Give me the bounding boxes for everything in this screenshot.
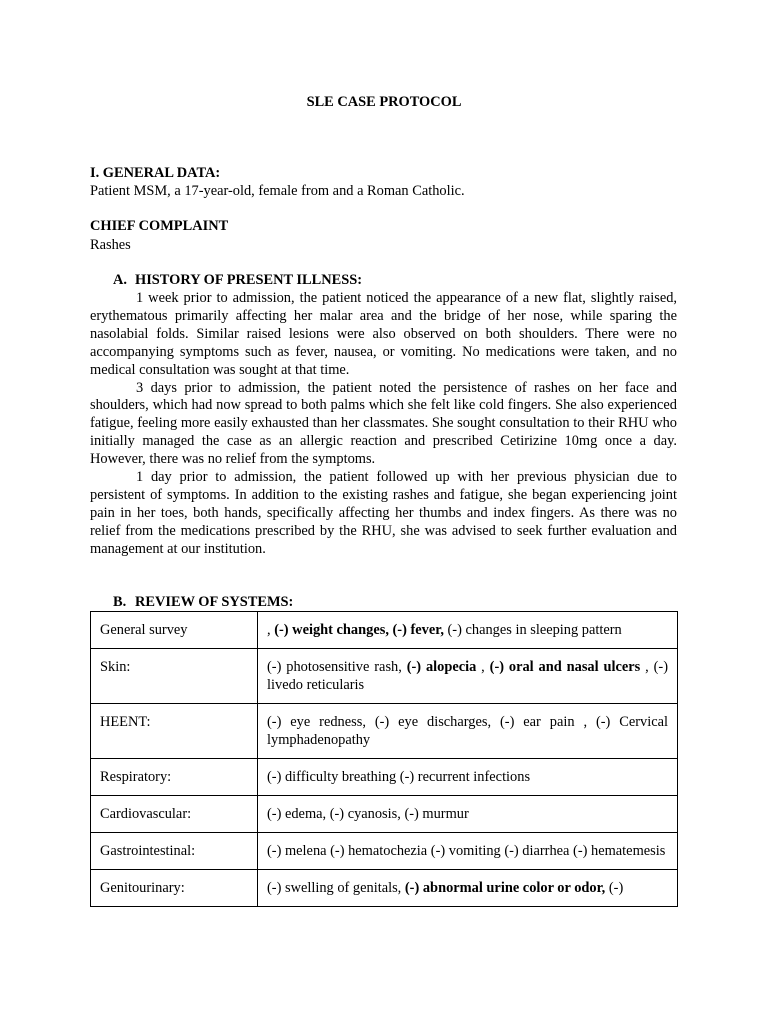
ros-system-cell: Respiratory: (91, 759, 258, 796)
ros-finding-text: (-) alopecia (406, 659, 477, 675)
ros-findings-cell (258, 796, 678, 833)
hpi-paragraph: 1 week prior to admission, the patient noticed the appearance of a new flat, slightly raised, erythematous primarily affecting her malar area and the bridge of her nose, while sparing the nasolabial folds. Similar raised lesions were also observed on both shoulders. There were no accompanying symptoms such as fever, nausea, or vomiting. No medications were taken, and no medical consultation was sought at that time. (90, 290, 677, 378)
chief-complaint-heading: CHIEF COMPLAINT (90, 218, 229, 234)
ros-finding-text: (-) abnormal urine color or odor, (404, 880, 606, 896)
ros-finding-text: (-) photosensitive rash, (267, 659, 407, 675)
ros-finding-text: (-) eye redness, (-) eye discharges, (-) ear pain , (-) Cervical lymphadenopathy (267, 714, 668, 748)
ros-row (91, 833, 678, 870)
general-data-text: Patient MSM, a 17-year-old, female from and a Roman Catholic. (90, 183, 465, 199)
ros-finding-text: (-) swelling of genitals, (267, 880, 405, 896)
hpi-paragraph: 3 days prior to admission, the patient noted the persistence of rashes on her face and shoulders, which had now spread to both palms which she felt like cold fingers. She also experienced fatigue, feeling more easily exhausted than her classmates. She sought consultation to their RHU who initially managed the case as an allergic reaction and prescribed Cetirizine 10mg once a day. However, there was no relief from the symptoms. (90, 379, 677, 468)
ros-finding-text: (-) oral and nasal ulcers (489, 659, 641, 675)
hpi-heading (113, 272, 362, 289)
ros-findings-cell (258, 759, 678, 796)
ros-row (91, 612, 678, 649)
hpi-marker: A. (113, 272, 127, 288)
chief-complaint-text: Rashes (90, 237, 131, 253)
ros-finding-text: , (476, 659, 490, 675)
hpi-heading-text: HISTORY OF PRESENT ILLNESS: (135, 272, 363, 288)
ros-finding-text: (-) weight changes, (-) fever, (274, 622, 444, 638)
ros-finding-text: , (-) livedo reticularis (267, 659, 668, 693)
ros-finding-text: (-) edema, (-) cyanosis, (-) murmur (267, 806, 469, 822)
ros-finding-text: (-) changes in sleeping pattern (443, 622, 622, 638)
ros-row (91, 796, 678, 833)
ros-heading-text: REVIEW OF SYSTEMS: (135, 594, 294, 610)
ros-findings-cell (258, 612, 678, 649)
general-data-heading: I. GENERAL DATA: (90, 165, 221, 181)
ros-findings-cell (258, 833, 678, 870)
hpi-paragraph: 1 day prior to admission, the patient followed up with her previous physician due to persistent of symptoms. In addition to the existing rashes and fatigue, she began experiencing joint pain in her toes, both hands, specifically affecting her thumbs and index fingers. As there was no relief from the medications prescribed by the RHU, she was advised to seek further evaluation and management at our institution. (90, 469, 677, 557)
ros-findings-cell (258, 870, 678, 907)
ros-row (91, 704, 678, 759)
ros-row (91, 759, 678, 796)
ros-finding-text: , (267, 622, 275, 638)
ros-findings-cell (258, 704, 678, 759)
ros-marker: B. (113, 594, 127, 610)
document-title: SLE CASE PROTOCOL (306, 94, 462, 110)
ros-system-cell: HEENT: (91, 704, 258, 759)
ros-finding-text: (-) difficulty breathing (-) recurrent infections (267, 769, 531, 785)
ros-system-cell: General survey (91, 612, 258, 649)
review-of-systems-table (90, 611, 678, 907)
ros-system-cell: Cardiovascular: (91, 796, 258, 833)
ros-system-cell: Genitourinary: (91, 870, 258, 907)
ros-finding-text: (-) (605, 880, 624, 896)
ros-findings-cell (258, 649, 678, 704)
ros-system-cell: Skin: (91, 649, 258, 704)
hpi-body (90, 290, 677, 559)
ros-finding-text: (-) melena (-) hematochezia (-) vomiting (-) diarrhea (-) hematemesis (267, 843, 666, 859)
ros-row (91, 649, 678, 704)
ros-row (91, 870, 678, 907)
ros-heading (113, 594, 293, 611)
ros-system-cell: Gastrointestinal: (91, 833, 258, 870)
